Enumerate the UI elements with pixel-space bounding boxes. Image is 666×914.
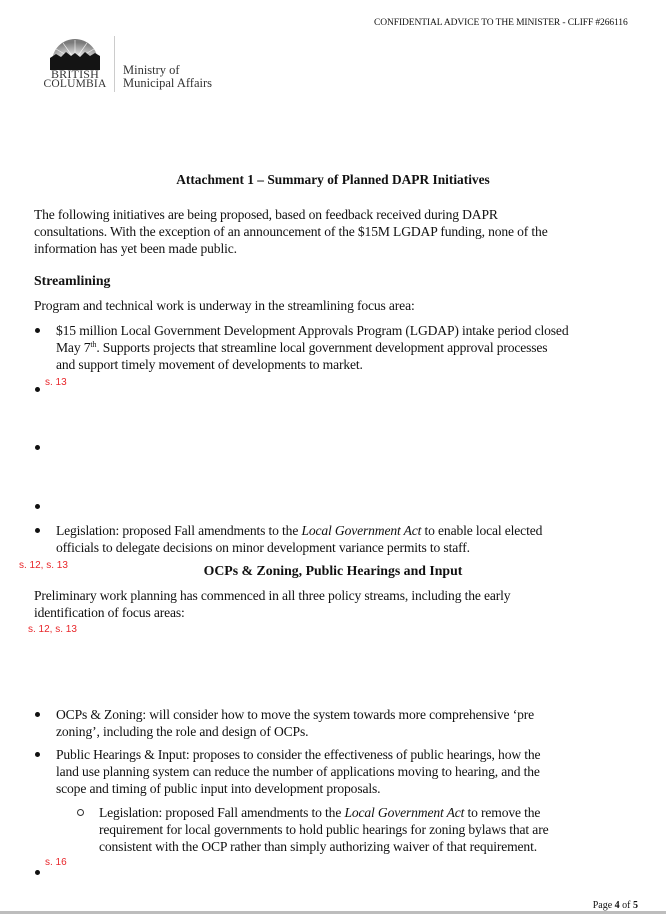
redaction-label: s. 12, s. 13 <box>19 560 68 571</box>
bullet-icon <box>35 870 40 875</box>
bullet-icon <box>35 328 40 333</box>
bullet-icon <box>35 504 40 509</box>
bullet-icon <box>35 712 40 717</box>
ministry-logo <box>42 34 222 94</box>
list-item-lgdap: $15 million Local Government Development Approvals Program (LGDAP) intake period closed May 7th. Supports projects that streamline local government development approval processes and support timely movement of developments to market. <box>56 323 569 372</box>
logo-divider <box>114 36 115 92</box>
list-item-public-hearings: Public Hearings & Input: proposes to consider the effectiveness of public hearings, how the land use planning system can reduce the number of applications moving to hearing, and the scope and timing of public input into development proposals. <box>56 747 541 796</box>
section-heading-ocps: OCPs & Zoning, Public Hearings and Input <box>203 563 463 578</box>
confidential-header: CONFIDENTIAL ADVICE TO THE MINISTER - CLIFF #266116 <box>374 18 628 28</box>
bullet-icon <box>35 528 40 533</box>
streamlining-lead: Program and technical work is underway in the streamlining focus area: <box>34 298 415 313</box>
ministry-name: Ministry of Municipal Affairs <box>123 63 212 90</box>
list-item-legislation-public-hearings: Legislation: proposed Fall amendments to the Local Government Act to remove the requirement for local governments to hold public hearings for zoning bylaws that are consistent with the OCP rather than simply authorizing waiver of that requirement. <box>99 805 549 854</box>
page-number: Page 4 of 5 <box>592 900 638 911</box>
intro-paragraph: The following initiatives are being proposed, based on feedback received during DAPR consultations. With the exception of an announcement of the $15M LGDAP funding, none of the information has yet been made public. <box>34 207 548 256</box>
ocps-lead: Preliminary work planning has commenced in all three policy streams, including the early identification of focus areas: <box>34 588 511 620</box>
sub-bullet-icon <box>77 809 84 816</box>
bullet-icon <box>35 752 40 757</box>
bullet-icon <box>35 387 40 392</box>
list-item-ocps-zoning: OCPs & Zoning: will consider how to move the system towards more comprehensive ‘pre zoning’, including the role and design of OCPs. <box>56 707 534 739</box>
bc-sun-mountain-logo-icon <box>50 36 100 70</box>
bullet-icon <box>35 445 40 450</box>
redaction-label: s. 12, s. 13 <box>28 624 77 635</box>
section-heading-streamlining: Streamlining <box>34 273 111 288</box>
redaction-label: s. 13 <box>45 377 67 388</box>
bc-wordmark: BRITISH COLUMBIA <box>43 67 107 90</box>
list-item-legislation-variance: Legislation: proposed Fall amendments to the Local Government Act to enable local elected officials to delegate decisions on minor development variance permits to staff. <box>56 523 543 555</box>
document-title: Attachment 1 – Summary of Planned DAPR Initiatives <box>176 172 490 187</box>
redaction-label: s. 16 <box>45 857 67 868</box>
